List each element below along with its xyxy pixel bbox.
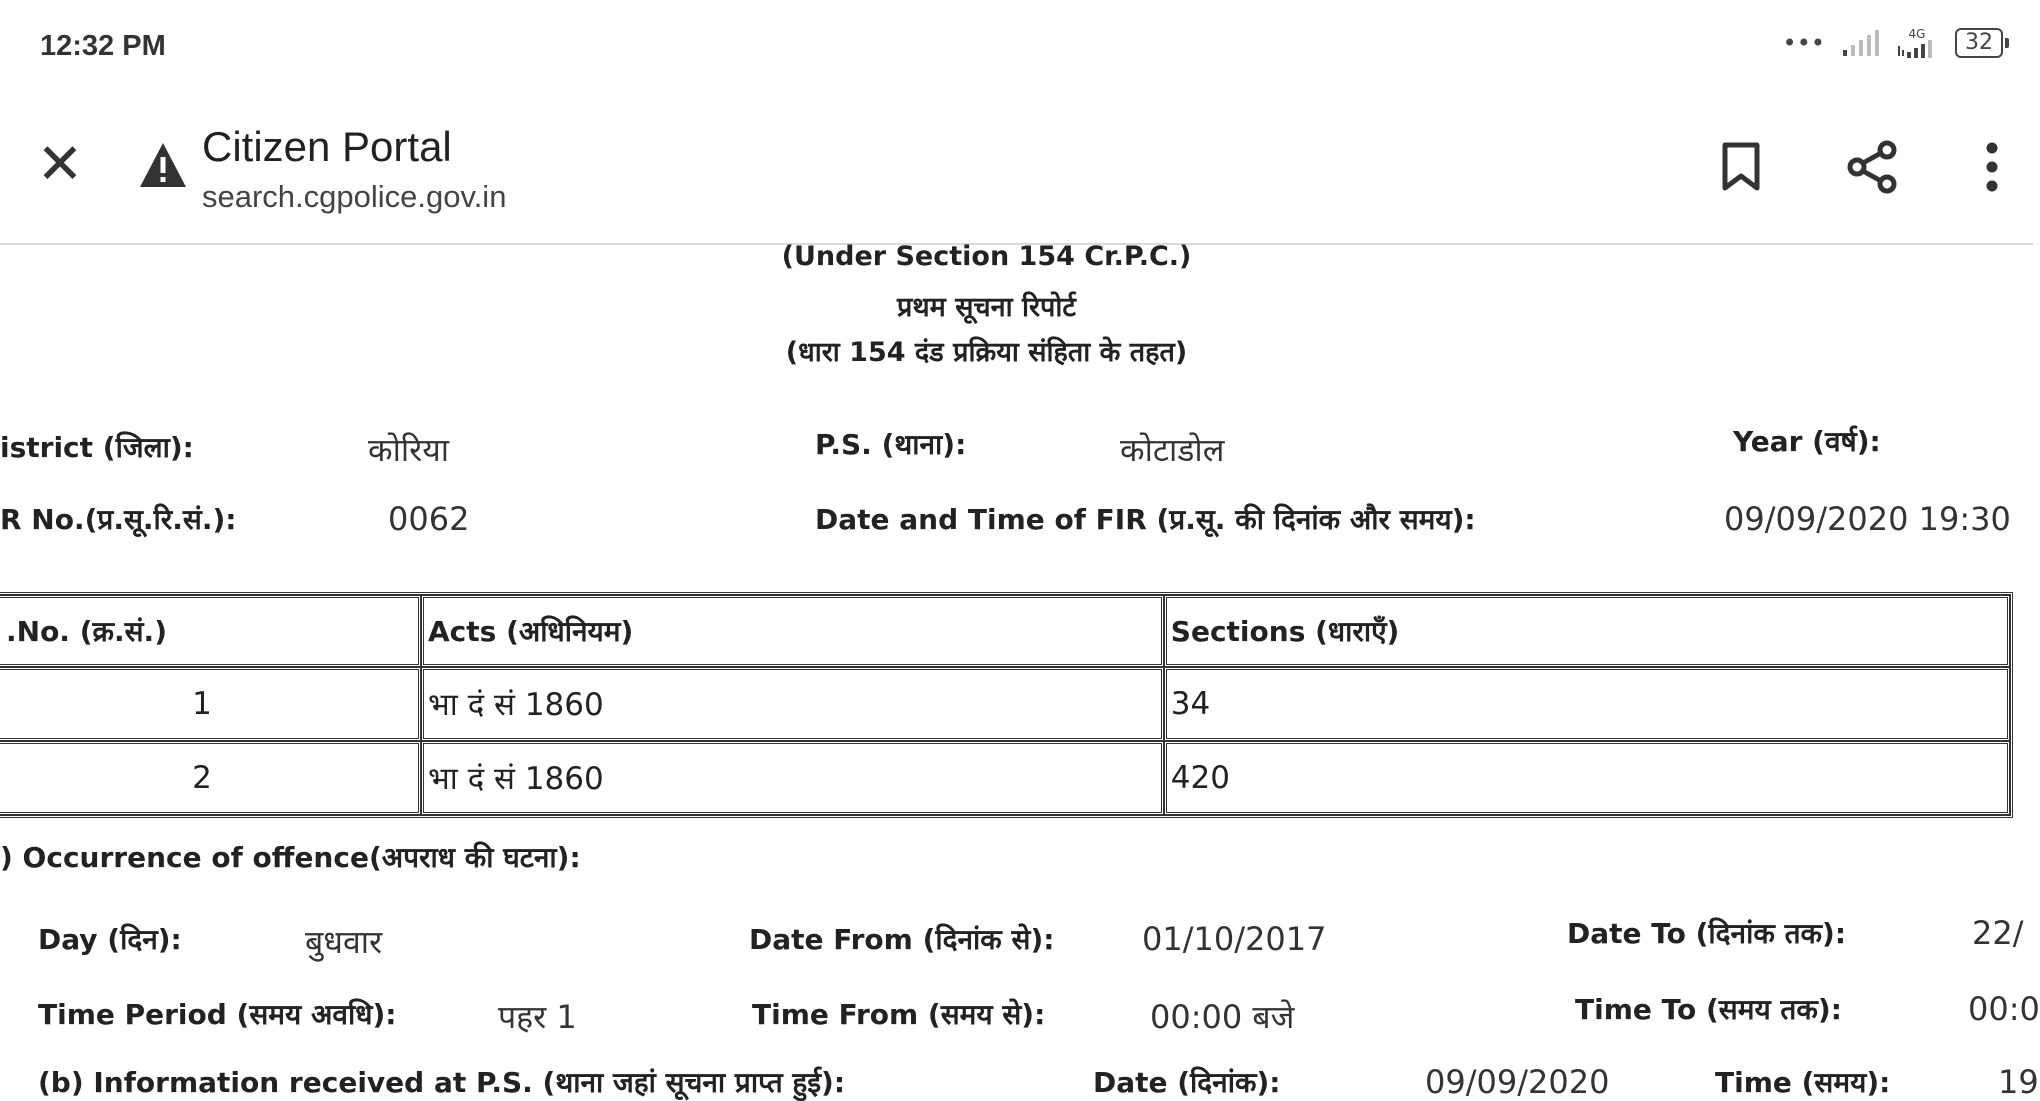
cell-section: 34 bbox=[1164, 667, 2010, 741]
battery-icon: 32 bbox=[1955, 28, 2003, 58]
district-label: istrict (जिला): bbox=[0, 431, 194, 464]
signal-strong-icon bbox=[1897, 40, 1937, 58]
warning-icon[interactable] bbox=[138, 141, 188, 189]
fir-datetime-label: Date and Time of FIR (प्र.सू. की दिनांक और समय): bbox=[815, 503, 1476, 536]
browser-toolbar bbox=[0, 95, 2033, 245]
table-row bbox=[0, 741, 2010, 815]
time-to-label: Time To (समय तक): bbox=[1575, 993, 1842, 1026]
table-row bbox=[0, 667, 2010, 741]
date-to-value: 22/ bbox=[1972, 914, 2024, 952]
fir-no-value: 0062 bbox=[388, 500, 470, 538]
police-station-label: P.S. (थाना): bbox=[815, 428, 967, 461]
time-period-label: Time Period (समय अवधि): bbox=[38, 998, 397, 1031]
cell-act: भा दं सं 1860 bbox=[421, 667, 1164, 741]
status-bar bbox=[0, 0, 2033, 95]
cell-sno: 2 bbox=[0, 741, 421, 815]
more-vert-icon[interactable] bbox=[1962, 135, 2022, 199]
cell-section: 420 bbox=[1164, 741, 2010, 815]
time-from-value: 00:00 बजे bbox=[1150, 998, 1295, 1036]
col-header-sno: .No. (क्र.सं.) bbox=[0, 595, 421, 667]
police-station-value: कोटाडोल bbox=[1120, 431, 1225, 469]
info-date-value: 09/09/2020 bbox=[1425, 1063, 1610, 1101]
signal-dots-icon: ••• bbox=[1782, 29, 1825, 57]
share-icon[interactable] bbox=[1842, 135, 1902, 199]
table-header-row bbox=[0, 595, 2010, 667]
day-label: Day (दिन): bbox=[38, 923, 182, 956]
info-time-label: Time (समय): bbox=[1715, 1066, 1891, 1099]
date-to-label: Date To (दिनांक तक): bbox=[1567, 917, 1847, 950]
time-period-value: पहर 1 bbox=[498, 998, 577, 1036]
status-time: 12:32 PM bbox=[40, 30, 166, 62]
close-icon[interactable]: ✕ bbox=[36, 132, 84, 197]
col-header-sections: Sections (धाराएँ) bbox=[1164, 595, 2010, 667]
day-value: बुधवार bbox=[305, 923, 383, 961]
network-type-label: 4G bbox=[1908, 27, 1926, 41]
header-section-hindi: (धारा 154 दंड प्रक्रिया संहिता के तहत) bbox=[785, 337, 1188, 368]
time-from-label: Time From (समय से): bbox=[752, 998, 1046, 1031]
col-header-acts: Acts (अधिनियम) bbox=[421, 595, 1164, 667]
fir-no-label: R No.(प्र.सू.रि.सं.): bbox=[0, 503, 237, 536]
info-date-label: Date (दिनांक): bbox=[1093, 1066, 1281, 1099]
signal-weak-icon bbox=[1843, 30, 1879, 56]
date-from-label: Date From (दिनांक से): bbox=[749, 923, 1055, 956]
info-received-label: (b) Information received at P.S. (थाना जहां सूचना प्राप्त हुई): bbox=[38, 1066, 846, 1099]
date-from-value: 01/10/2017 bbox=[1142, 920, 1327, 958]
year-label: Year (वर्ष): bbox=[1733, 425, 1881, 458]
status-icons bbox=[1783, 28, 2003, 58]
site-url[interactable]: search.cgpolice.gov.in bbox=[202, 179, 507, 214]
cell-act: भा दं सं 1860 bbox=[421, 741, 1164, 815]
cell-sno: 1 bbox=[0, 667, 421, 741]
occurrence-label: ) Occurrence of offence(अपराध की घटना): bbox=[0, 841, 581, 874]
info-time-value: 19 bbox=[1998, 1063, 2039, 1101]
bookmark-icon[interactable] bbox=[1711, 135, 1771, 199]
header-section-154: (Under Section 154 Cr.P.C.) bbox=[781, 241, 1192, 272]
acts-table bbox=[0, 592, 2013, 818]
site-title[interactable]: Citizen Portal bbox=[202, 123, 452, 170]
header-fir-hindi: प्रथम सूचना रिपोर्ट bbox=[897, 292, 1076, 323]
time-to-value: 00:0 bbox=[1968, 990, 2040, 1028]
fir-datetime-value: 09/09/2020 19:30 bbox=[1724, 500, 2011, 538]
district-value: कोरिया bbox=[368, 431, 450, 469]
